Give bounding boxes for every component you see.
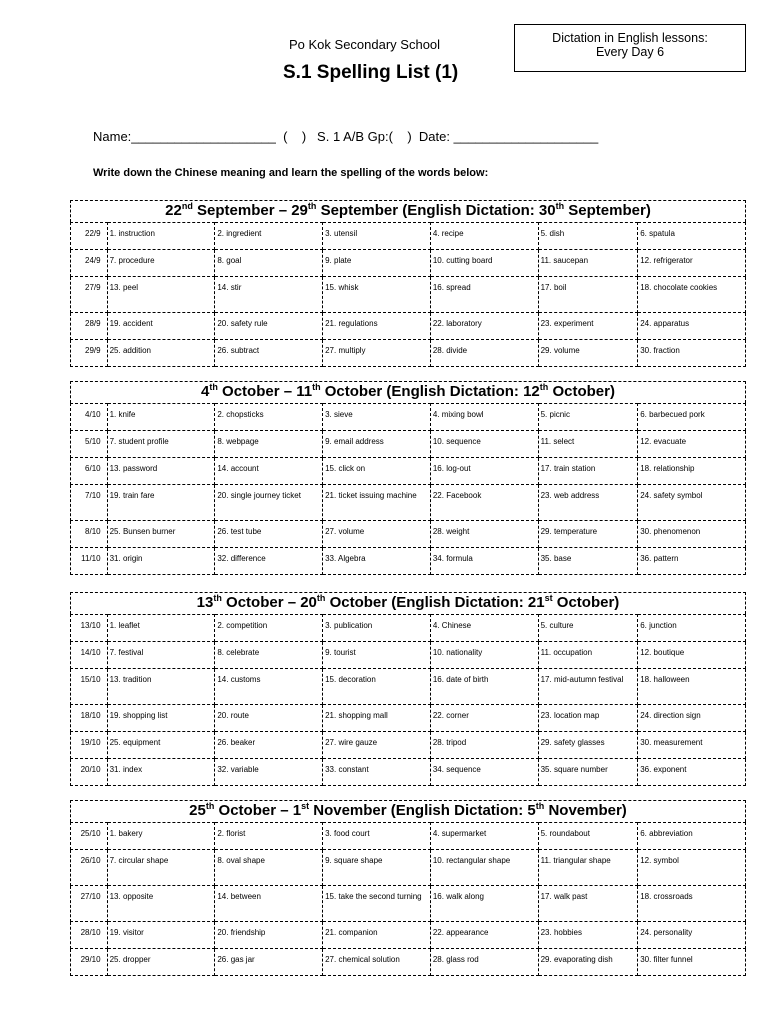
date-cell: 6/10 xyxy=(71,458,108,485)
heading-part: th xyxy=(209,382,218,392)
word-cell: 3. sieve xyxy=(323,404,431,431)
word-cell: 29. temperature xyxy=(538,521,638,548)
heading-part: th xyxy=(213,593,222,603)
table-row xyxy=(71,886,746,922)
date-cell: 5/10 xyxy=(71,431,108,458)
word-cell: 33. constant xyxy=(323,759,431,786)
word-cell: 23. hobbies xyxy=(538,922,638,949)
table-row xyxy=(71,250,746,277)
table-row xyxy=(71,340,746,367)
word-cell: 30. measurement xyxy=(638,732,746,759)
word-cell: 32. difference xyxy=(215,548,323,575)
word-cell: 20. friendship xyxy=(215,922,323,949)
word-cell: 20. single journey ticket xyxy=(215,485,323,521)
word-cell: 28. glass rod xyxy=(430,949,538,976)
heading-part: November) xyxy=(544,802,627,819)
date-cell: 13/10 xyxy=(71,615,108,642)
school-name: Po Kok Secondary School xyxy=(289,37,441,52)
word-cell: 30. phenomenon xyxy=(638,521,746,548)
week-heading xyxy=(70,381,746,403)
heading-part: 25 xyxy=(189,802,206,819)
word-cell: 35. square number xyxy=(538,759,638,786)
word-cell: 16. date of birth xyxy=(430,669,538,705)
word-cell: 2. florist xyxy=(215,823,323,850)
word-cell: 6. spatula xyxy=(638,223,746,250)
word-cell: 24. apparatus xyxy=(638,313,746,340)
word-cell: 30. fraction xyxy=(638,340,746,367)
heading-part: th xyxy=(555,201,565,211)
word-cell: 10. rectangular shape xyxy=(430,850,538,886)
word-cell: 7. circular shape xyxy=(107,850,215,886)
word-cell: 26. gas jar xyxy=(215,949,323,976)
word-cell: 31. origin xyxy=(107,548,215,575)
word-cell: 5. roundabout xyxy=(538,823,638,850)
table-row xyxy=(71,313,746,340)
date-cell: 24/9 xyxy=(71,250,108,277)
word-cell: 19. train fare xyxy=(107,485,215,521)
word-cell: 26. test tube xyxy=(215,521,323,548)
heading-part: October) xyxy=(552,594,620,611)
heading-part: th xyxy=(307,201,317,211)
week-section xyxy=(70,200,746,367)
word-cell: 11. occupation xyxy=(538,642,638,669)
word-cell: 13. opposite xyxy=(107,886,215,922)
word-cell: 33. Algebra xyxy=(323,548,431,575)
date-cell: 4/10 xyxy=(71,404,108,431)
word-cell: 14. stir xyxy=(215,277,323,313)
word-cell: 22. Facebook xyxy=(430,485,538,521)
word-cell: 13. password xyxy=(107,458,215,485)
date-cell: 28/9 xyxy=(71,313,108,340)
word-cell: 30. filter funnel xyxy=(638,949,746,976)
date-cell: 7/10 xyxy=(71,485,108,521)
word-cell: 17. walk past xyxy=(538,886,638,922)
word-cell: 15. click on xyxy=(323,458,431,485)
word-cell: 26. subtract xyxy=(215,340,323,367)
spelling-table xyxy=(70,614,746,786)
word-cell: 4. supermarket xyxy=(430,823,538,850)
table-row xyxy=(71,732,746,759)
word-cell: 34. sequence xyxy=(430,759,538,786)
word-cell: 18. crossroads xyxy=(638,886,746,922)
week-section xyxy=(70,381,746,575)
spelling-table xyxy=(70,222,746,367)
spelling-table xyxy=(70,403,746,575)
word-cell: 6. barbecued pork xyxy=(638,404,746,431)
word-cell: 22. corner xyxy=(430,705,538,732)
word-cell: 9. plate xyxy=(323,250,431,277)
word-cell: 32. variable xyxy=(215,759,323,786)
word-cell: 15. take the second turning xyxy=(323,886,431,922)
heading-part: September) xyxy=(564,202,651,219)
word-cell: 29. volume xyxy=(538,340,638,367)
heading-part: September – 29 xyxy=(192,202,308,219)
word-cell: 2. competition xyxy=(215,615,323,642)
word-cell: 1. instruction xyxy=(107,223,215,250)
date-cell: 27/10 xyxy=(71,886,108,922)
word-cell: 7. student profile xyxy=(107,431,215,458)
word-cell: 35. base xyxy=(538,548,638,575)
word-cell: 3. food court xyxy=(323,823,431,850)
word-cell: 8. webpage xyxy=(215,431,323,458)
heading-part: 4 xyxy=(201,383,210,400)
date-cell: 28/10 xyxy=(71,922,108,949)
word-cell: 25. dropper xyxy=(107,949,215,976)
word-cell: 18. halloween xyxy=(638,669,746,705)
word-cell: 4. Chinese xyxy=(430,615,538,642)
date-cell: 14/10 xyxy=(71,642,108,669)
word-cell: 3. publication xyxy=(323,615,431,642)
table-row xyxy=(71,823,746,850)
date-cell: 25/10 xyxy=(71,823,108,850)
dictation-note-box xyxy=(514,24,746,72)
word-cell: 10. cutting board xyxy=(430,250,538,277)
word-cell: 14. between xyxy=(215,886,323,922)
word-cell: 20. route xyxy=(215,705,323,732)
word-cell: 23. location map xyxy=(538,705,638,732)
date-cell: 15/10 xyxy=(71,669,108,705)
word-cell: 5. picnic xyxy=(538,404,638,431)
word-cell: 11. triangular shape xyxy=(538,850,638,886)
heading-part: October (English Dictation: 12 xyxy=(320,383,540,400)
word-cell: 1. bakery xyxy=(107,823,215,850)
word-cell: 28. divide xyxy=(430,340,538,367)
word-cell: 5. culture xyxy=(538,615,638,642)
table-row xyxy=(71,521,746,548)
week-heading xyxy=(70,200,746,222)
word-cell: 21. ticket issuing machine xyxy=(323,485,431,521)
heading-part: October – 11 xyxy=(217,383,313,400)
word-cell: 6. junction xyxy=(638,615,746,642)
word-cell: 26. beaker xyxy=(215,732,323,759)
date-cell: 18/10 xyxy=(71,705,108,732)
week-heading xyxy=(70,592,746,614)
word-cell: 22. appearance xyxy=(430,922,538,949)
word-cell: 36. pattern xyxy=(638,548,746,575)
heading-part: st xyxy=(544,593,553,603)
word-cell: 1. knife xyxy=(107,404,215,431)
word-cell: 17. train station xyxy=(538,458,638,485)
word-cell: 8. oval shape xyxy=(215,850,323,886)
table-row xyxy=(71,277,746,313)
word-cell: 23. web address xyxy=(538,485,638,521)
heading-part: November (English Dictation: 5 xyxy=(309,802,536,819)
word-cell: 18. chocolate cookies xyxy=(638,277,746,313)
word-cell: 11. saucepan xyxy=(538,250,638,277)
table-row xyxy=(71,850,746,886)
word-cell: 5. dish xyxy=(538,223,638,250)
word-cell: 6. abbreviation xyxy=(638,823,746,850)
page-title: S.1 Spelling List (1) xyxy=(283,62,459,83)
word-cell: 8. celebrate xyxy=(215,642,323,669)
word-cell: 19. accident xyxy=(107,313,215,340)
table-row xyxy=(71,485,746,521)
word-cell: 4. mixing bowl xyxy=(430,404,538,431)
word-cell: 22. laboratory xyxy=(430,313,538,340)
word-cell: 21. companion xyxy=(323,922,431,949)
heading-part: th xyxy=(312,382,321,392)
word-cell: 29. evaporating dish xyxy=(538,949,638,976)
word-cell: 13. tradition xyxy=(107,669,215,705)
word-cell: 2. chopsticks xyxy=(215,404,323,431)
word-cell: 24. personality xyxy=(638,922,746,949)
word-cell: 27. wire gauze xyxy=(323,732,431,759)
dictation-note-line-2: Every Day 6 xyxy=(595,45,665,59)
word-cell: 23. experiment xyxy=(538,313,638,340)
word-cell: 10. sequence xyxy=(430,431,538,458)
spelling-table xyxy=(70,822,746,976)
date-cell: 8/10 xyxy=(71,521,108,548)
heading-part: October – 1 xyxy=(214,802,302,819)
word-cell: 9. square shape xyxy=(323,850,431,886)
word-cell: 12. symbol xyxy=(638,850,746,886)
word-cell: 21. shopping mall xyxy=(323,705,431,732)
table-row xyxy=(71,548,746,575)
table-row xyxy=(71,949,746,976)
heading-part: th xyxy=(316,593,326,603)
date-cell: 11/10 xyxy=(71,548,108,575)
word-cell: 25. addition xyxy=(107,340,215,367)
heading-part: nd xyxy=(181,201,193,211)
word-cell: 12. refrigerator xyxy=(638,250,746,277)
table-row xyxy=(71,705,746,732)
word-cell: 10. nationality xyxy=(430,642,538,669)
heading-part: October) xyxy=(548,383,615,400)
word-cell: 20. safety rule xyxy=(215,313,323,340)
word-cell: 8. goal xyxy=(215,250,323,277)
heading-part: st xyxy=(301,801,310,811)
date-cell: 29/10 xyxy=(71,949,108,976)
word-cell: 31. index xyxy=(107,759,215,786)
dictation-note-line-1: Dictation in English lessons: xyxy=(552,31,708,45)
table-row xyxy=(71,759,746,786)
word-cell: 27. multiply xyxy=(323,340,431,367)
word-cell: 19. shopping list xyxy=(107,705,215,732)
date-cell: 20/10 xyxy=(71,759,108,786)
word-cell: 16. log-out xyxy=(430,458,538,485)
word-cell: 25. equipment xyxy=(107,732,215,759)
word-cell: 24. direction sign xyxy=(638,705,746,732)
word-cell: 7. procedure xyxy=(107,250,215,277)
word-cell: 7. festival xyxy=(107,642,215,669)
date-cell: 29/9 xyxy=(71,340,108,367)
table-row xyxy=(71,922,746,949)
word-cell: 17. mid-autumn festival xyxy=(538,669,638,705)
table-row xyxy=(71,431,746,458)
word-cell: 4. recipe xyxy=(430,223,538,250)
heading-part: th xyxy=(205,801,215,811)
heading-part: th xyxy=(535,801,545,811)
date-cell: 19/10 xyxy=(71,732,108,759)
word-cell: 14. customs xyxy=(215,669,323,705)
word-cell: 29. safety glasses xyxy=(538,732,638,759)
table-row xyxy=(71,669,746,705)
word-cell: 9. email address xyxy=(323,431,431,458)
word-cell: 16. spread xyxy=(430,277,538,313)
word-cell: 18. relationship xyxy=(638,458,746,485)
heading-part: October (English Dictation: 21 xyxy=(325,594,545,611)
word-cell: 15. decoration xyxy=(323,669,431,705)
word-cell: 25. Bunsen burner xyxy=(107,521,215,548)
word-cell: 19. visitor xyxy=(107,922,215,949)
word-cell: 36. exponent xyxy=(638,759,746,786)
instruction-text: Write down the Chinese meaning and learn the spelling of the words below: xyxy=(93,167,489,179)
table-row xyxy=(71,458,746,485)
date-cell: 26/10 xyxy=(71,850,108,886)
heading-part: 22 xyxy=(165,202,182,219)
heading-part: th xyxy=(539,382,549,392)
word-cell: 34. formula xyxy=(430,548,538,575)
word-cell: 11. select xyxy=(538,431,638,458)
word-cell: 27. chemical solution xyxy=(323,949,431,976)
word-cell: 15. whisk xyxy=(323,277,431,313)
heading-part: October – 20 xyxy=(221,594,317,611)
word-cell: 21. regulations xyxy=(323,313,431,340)
week-section xyxy=(70,800,746,976)
week-heading xyxy=(70,800,746,822)
word-cell: 16. walk along xyxy=(430,886,538,922)
heading-part: September (English Dictation: 30 xyxy=(316,202,556,219)
word-cell: 12. evacuate xyxy=(638,431,746,458)
table-row xyxy=(71,615,746,642)
table-row xyxy=(71,223,746,250)
heading-part: 13 xyxy=(196,594,214,611)
word-cell: 28. weight xyxy=(430,521,538,548)
word-cell: 27. volume xyxy=(323,521,431,548)
word-cell: 12. boutique xyxy=(638,642,746,669)
word-cell: 17. boil xyxy=(538,277,638,313)
table-row xyxy=(71,642,746,669)
word-cell: 13. peel xyxy=(107,277,215,313)
word-cell: 9. tourist xyxy=(323,642,431,669)
date-cell: 22/9 xyxy=(71,223,108,250)
word-cell: 3. utensil xyxy=(323,223,431,250)
word-cell: 1. leaflet xyxy=(107,615,215,642)
word-cell: 24. safety symbol xyxy=(638,485,746,521)
table-row xyxy=(71,404,746,431)
word-cell: 28. tripod xyxy=(430,732,538,759)
word-cell: 2. ingredient xyxy=(215,223,323,250)
student-info-line: Name:____________________ ( ) S. 1 A/B Gp:( ) Date: ____________________ xyxy=(93,129,599,144)
word-cell: 14. account xyxy=(215,458,323,485)
date-cell: 27/9 xyxy=(71,277,108,313)
week-section xyxy=(70,592,746,786)
